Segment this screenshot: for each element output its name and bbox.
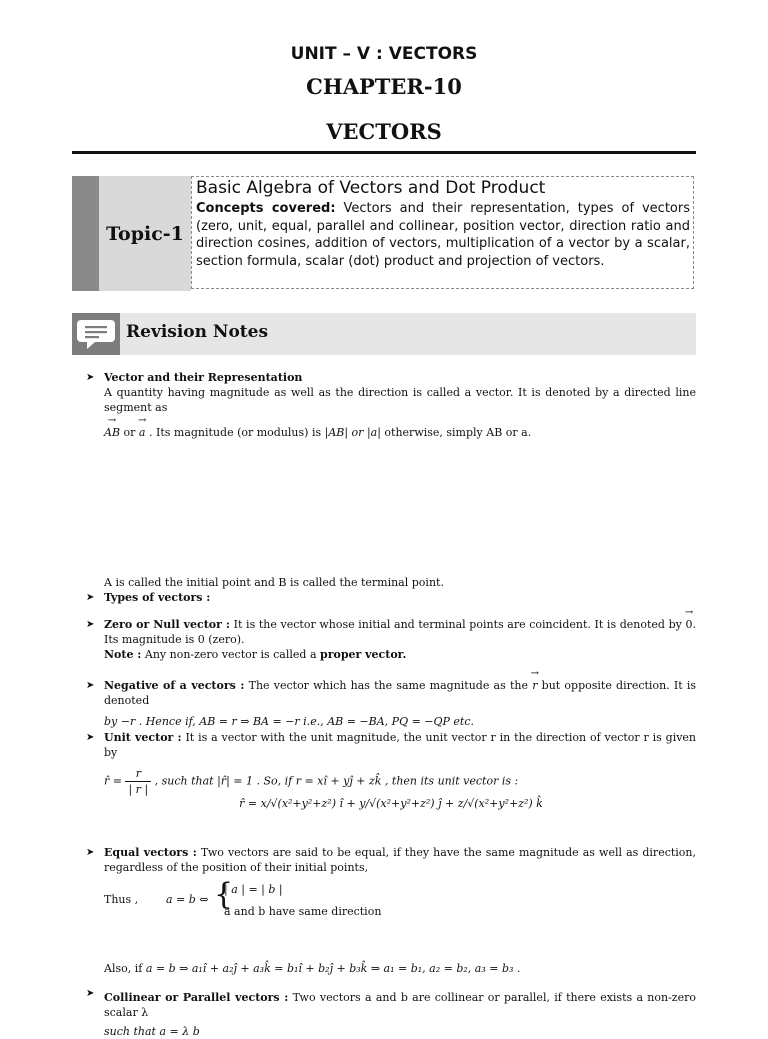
unit-heading: UNIT – V : VECTORS [290, 44, 478, 64]
a-equals-b: a = b ⇔ [166, 893, 209, 906]
unit-fraction: $\frac{r}{| r |}$ [125, 766, 151, 797]
vector-rep-line2: . Its magnitude (or modulus) is [148, 426, 322, 439]
zero-vector: → 0 [686, 617, 693, 632]
topic-box [72, 176, 696, 291]
concepts-label: Concepts covered: [196, 201, 336, 216]
topic-concepts [196, 200, 693, 270]
bullet-arrow-icon: ➤ [86, 592, 95, 603]
unit-hat-r: r̂ = [104, 774, 122, 788]
negative-text2: but opposite direction. It is denoted [104, 679, 696, 707]
also-expr: a = b ⇒ a₁î + a₂ĵ + a₃k̂ = b₁î + b₂ĵ + b₃k̂ ⇒ a₁ = b₁, a₂ = b₂, a₃ = b₃ . [145, 962, 521, 975]
topic-bar [72, 176, 99, 291]
title-rule [72, 151, 696, 154]
chapter-heading: CHAPTER-10 [306, 74, 462, 99]
vector-rep-heading: Vector and their Representation [104, 371, 303, 384]
unit-text: It is a vector with the unit magnitude, the unit vector r in the direction of vector r is given by [104, 731, 697, 759]
equal-heading: Equal vectors : [104, 846, 197, 859]
terminal-text: A is called the initial point and B is called the terminal point. [104, 576, 444, 589]
revision-notes-label: Revision Notes [126, 322, 269, 342]
negative-line2: by −r . Hence if, AB = r ⇒ BA = −r i.e., AB = −BA, PQ = −QP etc. [104, 715, 475, 728]
proper-vector: proper vector. [320, 648, 407, 661]
collinear-text: Two vectors a and b are collinear or parallel, if there exists a non-zero scalar λ [104, 991, 696, 1019]
bullet-arrow-icon: ➤ [86, 988, 95, 999]
note-text: Any non-zero vector is called a [144, 648, 317, 661]
revision-notes-banner [72, 313, 696, 355]
zero-text: It is the vector whose initial and terminal points are coincident. It is denoted by [233, 618, 682, 631]
negative-text: The vector which has the same magnitude as the [248, 679, 528, 692]
speech-bubble-icon [72, 313, 120, 355]
negative-heading: Negative of a vectors : [104, 679, 245, 692]
zero-heading: Zero or Null vector : [104, 618, 230, 631]
bullet-arrow-icon: ➤ [86, 619, 95, 630]
magnitude-expr: |AB| or |a| [324, 426, 381, 439]
vector-r: → r [532, 678, 537, 693]
unit-vector-formula-row [86, 796, 696, 811]
collinear-heading: Collinear or Parallel vectors : [104, 991, 289, 1004]
vector-rep-line3: otherwise, simply AB or a. [384, 426, 532, 439]
equal-cond1: | a | = | b | [224, 883, 283, 896]
concepts-text: Vectors and their representation, types of vectors (zero, unit, equal, parallel and collinear, position vector, direction ratio and direction cosines, addition of vectors, multiplication of a vector by a scalar, section formula, scalar (dot) product and projection of vectors. [196, 201, 690, 269]
vector-a: → a [139, 425, 146, 440]
bullet-arrow-icon: ➤ [86, 847, 95, 858]
also-label: Also, if [104, 962, 143, 975]
vector-rep-line1: A quantity having magnitude as well as the direction is called a vector. It is denoted by a directed line segment as [104, 386, 696, 414]
or-text: or [123, 426, 139, 439]
topic-heading: Basic Algebra of Vectors and Dot Product [196, 178, 546, 198]
collinear-line2: such that a = λ b [104, 1025, 200, 1038]
chapter-title: VECTORS [326, 119, 442, 144]
note-label: Note : [104, 648, 142, 661]
unit-vector-formula: r̂ = x/√(x²+y²+z²) î + y/√(x²+y²+z²) ĵ + z/√(x²+y²+z²) k̂ [239, 797, 543, 810]
zero-text2: . Its magnitude is 0 (zero). [104, 618, 697, 646]
vector-ab: → AB [104, 425, 120, 440]
topic-content [191, 176, 694, 289]
types-heading: Types of vectors : [104, 591, 211, 604]
thus-label: Thus , [104, 893, 139, 906]
equal-text: Two vectors are said to be equal, if they have the same magnitude as well as direction, regardless of the position of their initial points, [104, 846, 697, 874]
unit-line2: , such that |r̂| = 1 . So, if r = xî + yĵ + zk̂ , then its unit vector is : [154, 774, 519, 788]
topic-label: Topic-1 [99, 176, 191, 291]
bullet-arrow-icon: ➤ [86, 372, 95, 383]
unit-heading: Unit vector : [104, 731, 182, 744]
bullet-arrow-icon: ➤ [86, 680, 95, 691]
bullet-arrow-icon: ➤ [86, 732, 95, 743]
brace-icon: { [214, 877, 234, 912]
equal-cond2: a and b have same direction [224, 905, 382, 918]
